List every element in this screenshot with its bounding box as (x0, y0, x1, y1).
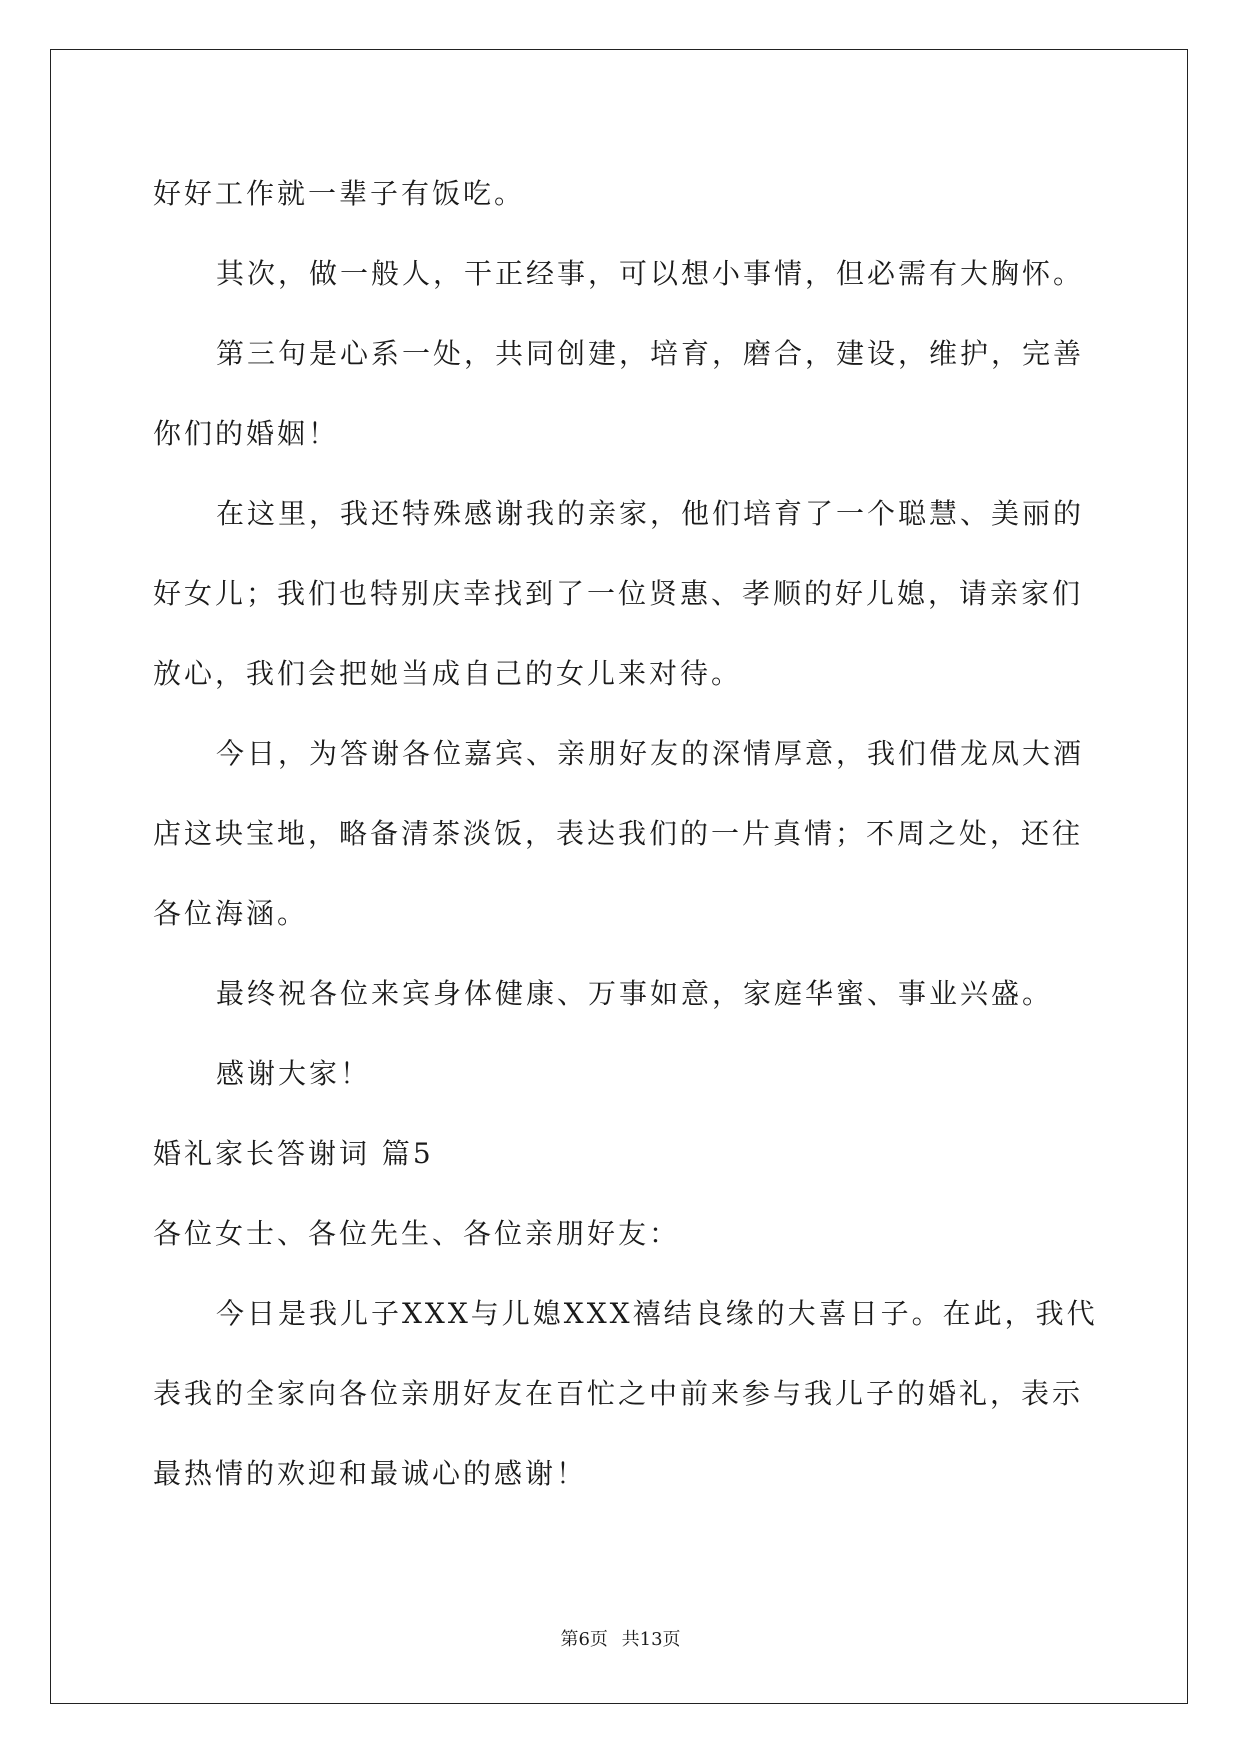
page-number: 第6页 (560, 1629, 608, 1650)
text-line: 表我的全家向各位亲朋好友在百忙之中前来参与我儿子的婚礼，表示 (153, 1377, 1084, 1410)
text-line: 感谢大家！ (216, 1057, 372, 1090)
text-line: 其次，做一般人，干正经事，可以想小事情，但必需有大胸怀。 (216, 257, 1085, 290)
text-line: 好好工作就一辈子有饭吃。 (153, 177, 526, 210)
text-line: 今日是我儿子XXX与儿媳XXX禧结良缘的大喜日子。在此，我代 (216, 1297, 1098, 1330)
text-line: 在这里，我还特殊感谢我的亲家，他们培育了一个聪慧、美丽的 (216, 497, 1085, 530)
section-heading: 婚礼家长答谢词 篇5 (153, 1137, 434, 1170)
text-line: 今日，为答谢各位嘉宾、亲朋好友的深情厚意，我们借龙凤大酒 (216, 737, 1085, 770)
text-line: 好女儿；我们也特别庆幸找到了一位贤惠、孝顺的好儿媳，请亲家们 (153, 577, 1084, 610)
text-line: 店这块宝地，略备清茶淡饭，表达我们的一片真情；不周之处，还往 (153, 817, 1084, 850)
salutation: 各位女士、各位先生、各位亲朋好友： (153, 1217, 681, 1250)
page-total: 共13页 (621, 1629, 681, 1650)
text-line: 放心，我们会把她当成自己的女儿来对待。 (153, 657, 743, 690)
text-line: 各位海涵。 (153, 897, 309, 930)
text-line: 第三句是心系一处，共同创建，培育，磨合，建设，维护，完善 (216, 337, 1085, 370)
text-line: 最热情的欢迎和最诚心的感谢！ (153, 1457, 588, 1490)
page-footer (0, 1628, 1241, 1652)
text-line: 你们的婚姻！ (153, 417, 340, 450)
text-line: 最终祝各位来宾身体健康、万事如意，家庭华蜜、事业兴盛。 (216, 977, 1054, 1010)
